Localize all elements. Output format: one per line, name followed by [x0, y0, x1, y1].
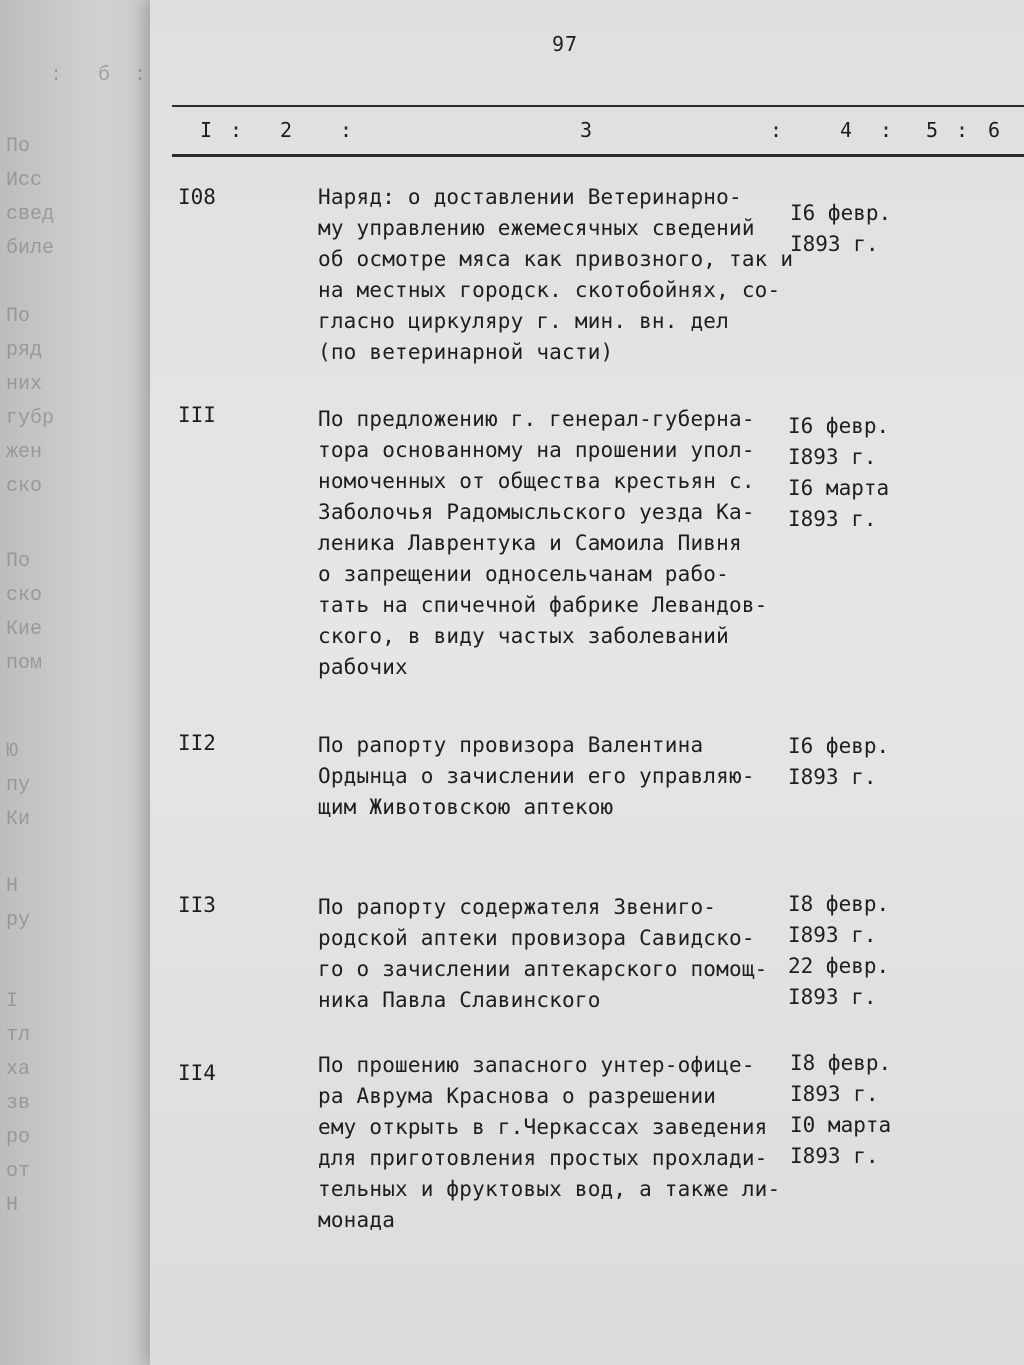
text-line: тора основанному на прошении упол- [318, 438, 755, 462]
entry-description [318, 404, 788, 683]
entry-number: II2 [178, 731, 216, 755]
column-header-1: I [200, 118, 213, 142]
entry-description [318, 730, 788, 823]
facing-page-bleed-text: Ю пу Ки [6, 740, 31, 831]
date-line: I893 г. [788, 507, 877, 531]
text-line: Ордынца о зачислении его управляю- [318, 764, 755, 788]
column-header-6: 6 [988, 118, 1001, 142]
date-line: I0 марта [790, 1113, 892, 1137]
text-line: леника Лаврентука и Самоила Пивня [318, 531, 742, 555]
text-line: для приготовления простых прохлади- [318, 1146, 768, 1170]
date-line: I893 г. [790, 1082, 879, 1106]
column-header-4: 4 [840, 118, 853, 142]
text-line: По прошению запасного унтер-офице- [318, 1053, 755, 1077]
date-line: I6 февр. [788, 734, 890, 758]
entry-date [790, 1048, 891, 1172]
facing-page-bleed-text: По ряд них губр жен ско [6, 305, 55, 498]
entry-description [318, 892, 788, 1016]
text-line: щим Животовскою аптекою [318, 795, 614, 819]
entry-number: II3 [178, 893, 216, 917]
column-separator: : [230, 118, 243, 142]
text-line: рабочих [318, 655, 408, 679]
entry-date [788, 411, 889, 535]
text-line: Наряд: о доставлении Ветеринарно- [318, 185, 742, 209]
facing-page-bleed-text: По ско Кие пом [6, 550, 43, 675]
column-separator: : [770, 118, 783, 142]
date-line: I893 г. [788, 923, 877, 947]
text-line: По предложению г. генерал-губерна- [318, 407, 755, 431]
entry-number: I08 [178, 185, 216, 209]
date-line: I893 г. [788, 765, 877, 789]
text-line: тать на спичечной фабрике Левандов- [318, 593, 768, 617]
text-line: (по ветеринарной части) [318, 340, 614, 364]
text-line: ника Павла Славинского [318, 988, 601, 1012]
date-line: I6 февр. [788, 414, 890, 438]
table-header-rule-top [172, 105, 1024, 107]
date-line: I893 г. [790, 232, 879, 256]
date-line: I6 марта [788, 476, 890, 500]
text-line: Заболочья Радомысльского уезда Ка- [318, 500, 755, 524]
text-line: родской аптеки провизора Савидско- [318, 926, 755, 950]
text-line: тельных и фруктовых вод, а также ли- [318, 1177, 781, 1201]
text-line: ского, в виду частых заболеваний [318, 624, 729, 648]
text-line: номоченных от общества крестьян с. [318, 469, 755, 493]
facing-page-bleed-text: Н ру [6, 875, 31, 932]
column-header-2: 2 [280, 118, 293, 142]
facing-page-bleed-text: : б : [50, 64, 147, 87]
entry-number: II4 [178, 1061, 216, 1085]
page-number: 97 [552, 32, 579, 56]
entry-date [788, 889, 889, 1013]
text-line: гласно циркуляру г. мин. вн. дел [318, 309, 729, 333]
date-line: I893 г. [790, 1144, 879, 1168]
column-header-5: 5 [926, 118, 939, 142]
text-line: монада [318, 1208, 396, 1232]
date-line: I8 февр. [788, 892, 890, 916]
facing-page-bleed-text: I тл ха зв ро от Н [6, 990, 31, 1217]
column-separator: : [880, 118, 893, 142]
table-header-rule-bottom [172, 154, 1024, 157]
entry-number: III [178, 403, 216, 427]
entry-description [318, 182, 794, 368]
column-separator: : [340, 118, 353, 142]
column-separator: : [956, 118, 969, 142]
text-line: об осмотре мяса как привозного, так и [318, 247, 794, 271]
facing-page-bleed-text: По Исс свед биле [6, 135, 55, 260]
facing-page [0, 0, 172, 1365]
date-line: I893 г. [788, 985, 877, 1009]
entry-date [788, 731, 889, 793]
date-line: 22 февр. [788, 954, 890, 978]
date-line: I893 г. [788, 445, 877, 469]
text-line: По рапорту содержателя Звениго- [318, 895, 717, 919]
text-line: на местных городск. скотобойнях, со- [318, 278, 781, 302]
text-line: ему открыть в г.Черкассах заведения [318, 1115, 768, 1139]
entry-date [790, 198, 891, 260]
date-line: I6 февр. [790, 201, 892, 225]
text-line: ра Аврума Краснова о разрешении [318, 1084, 717, 1108]
date-line: I8 февр. [790, 1051, 892, 1075]
text-line: о запрещении односельчанам рабо- [318, 562, 729, 586]
text-line: му управлению ежемесячных сведений [318, 216, 755, 240]
text-line: По рапорту провизора Валентина [318, 733, 704, 757]
column-header-3: 3 [580, 118, 593, 142]
document-page [150, 0, 1024, 1365]
entry-description [318, 1050, 788, 1236]
text-line: го о зачислении аптекарского помощ- [318, 957, 768, 981]
